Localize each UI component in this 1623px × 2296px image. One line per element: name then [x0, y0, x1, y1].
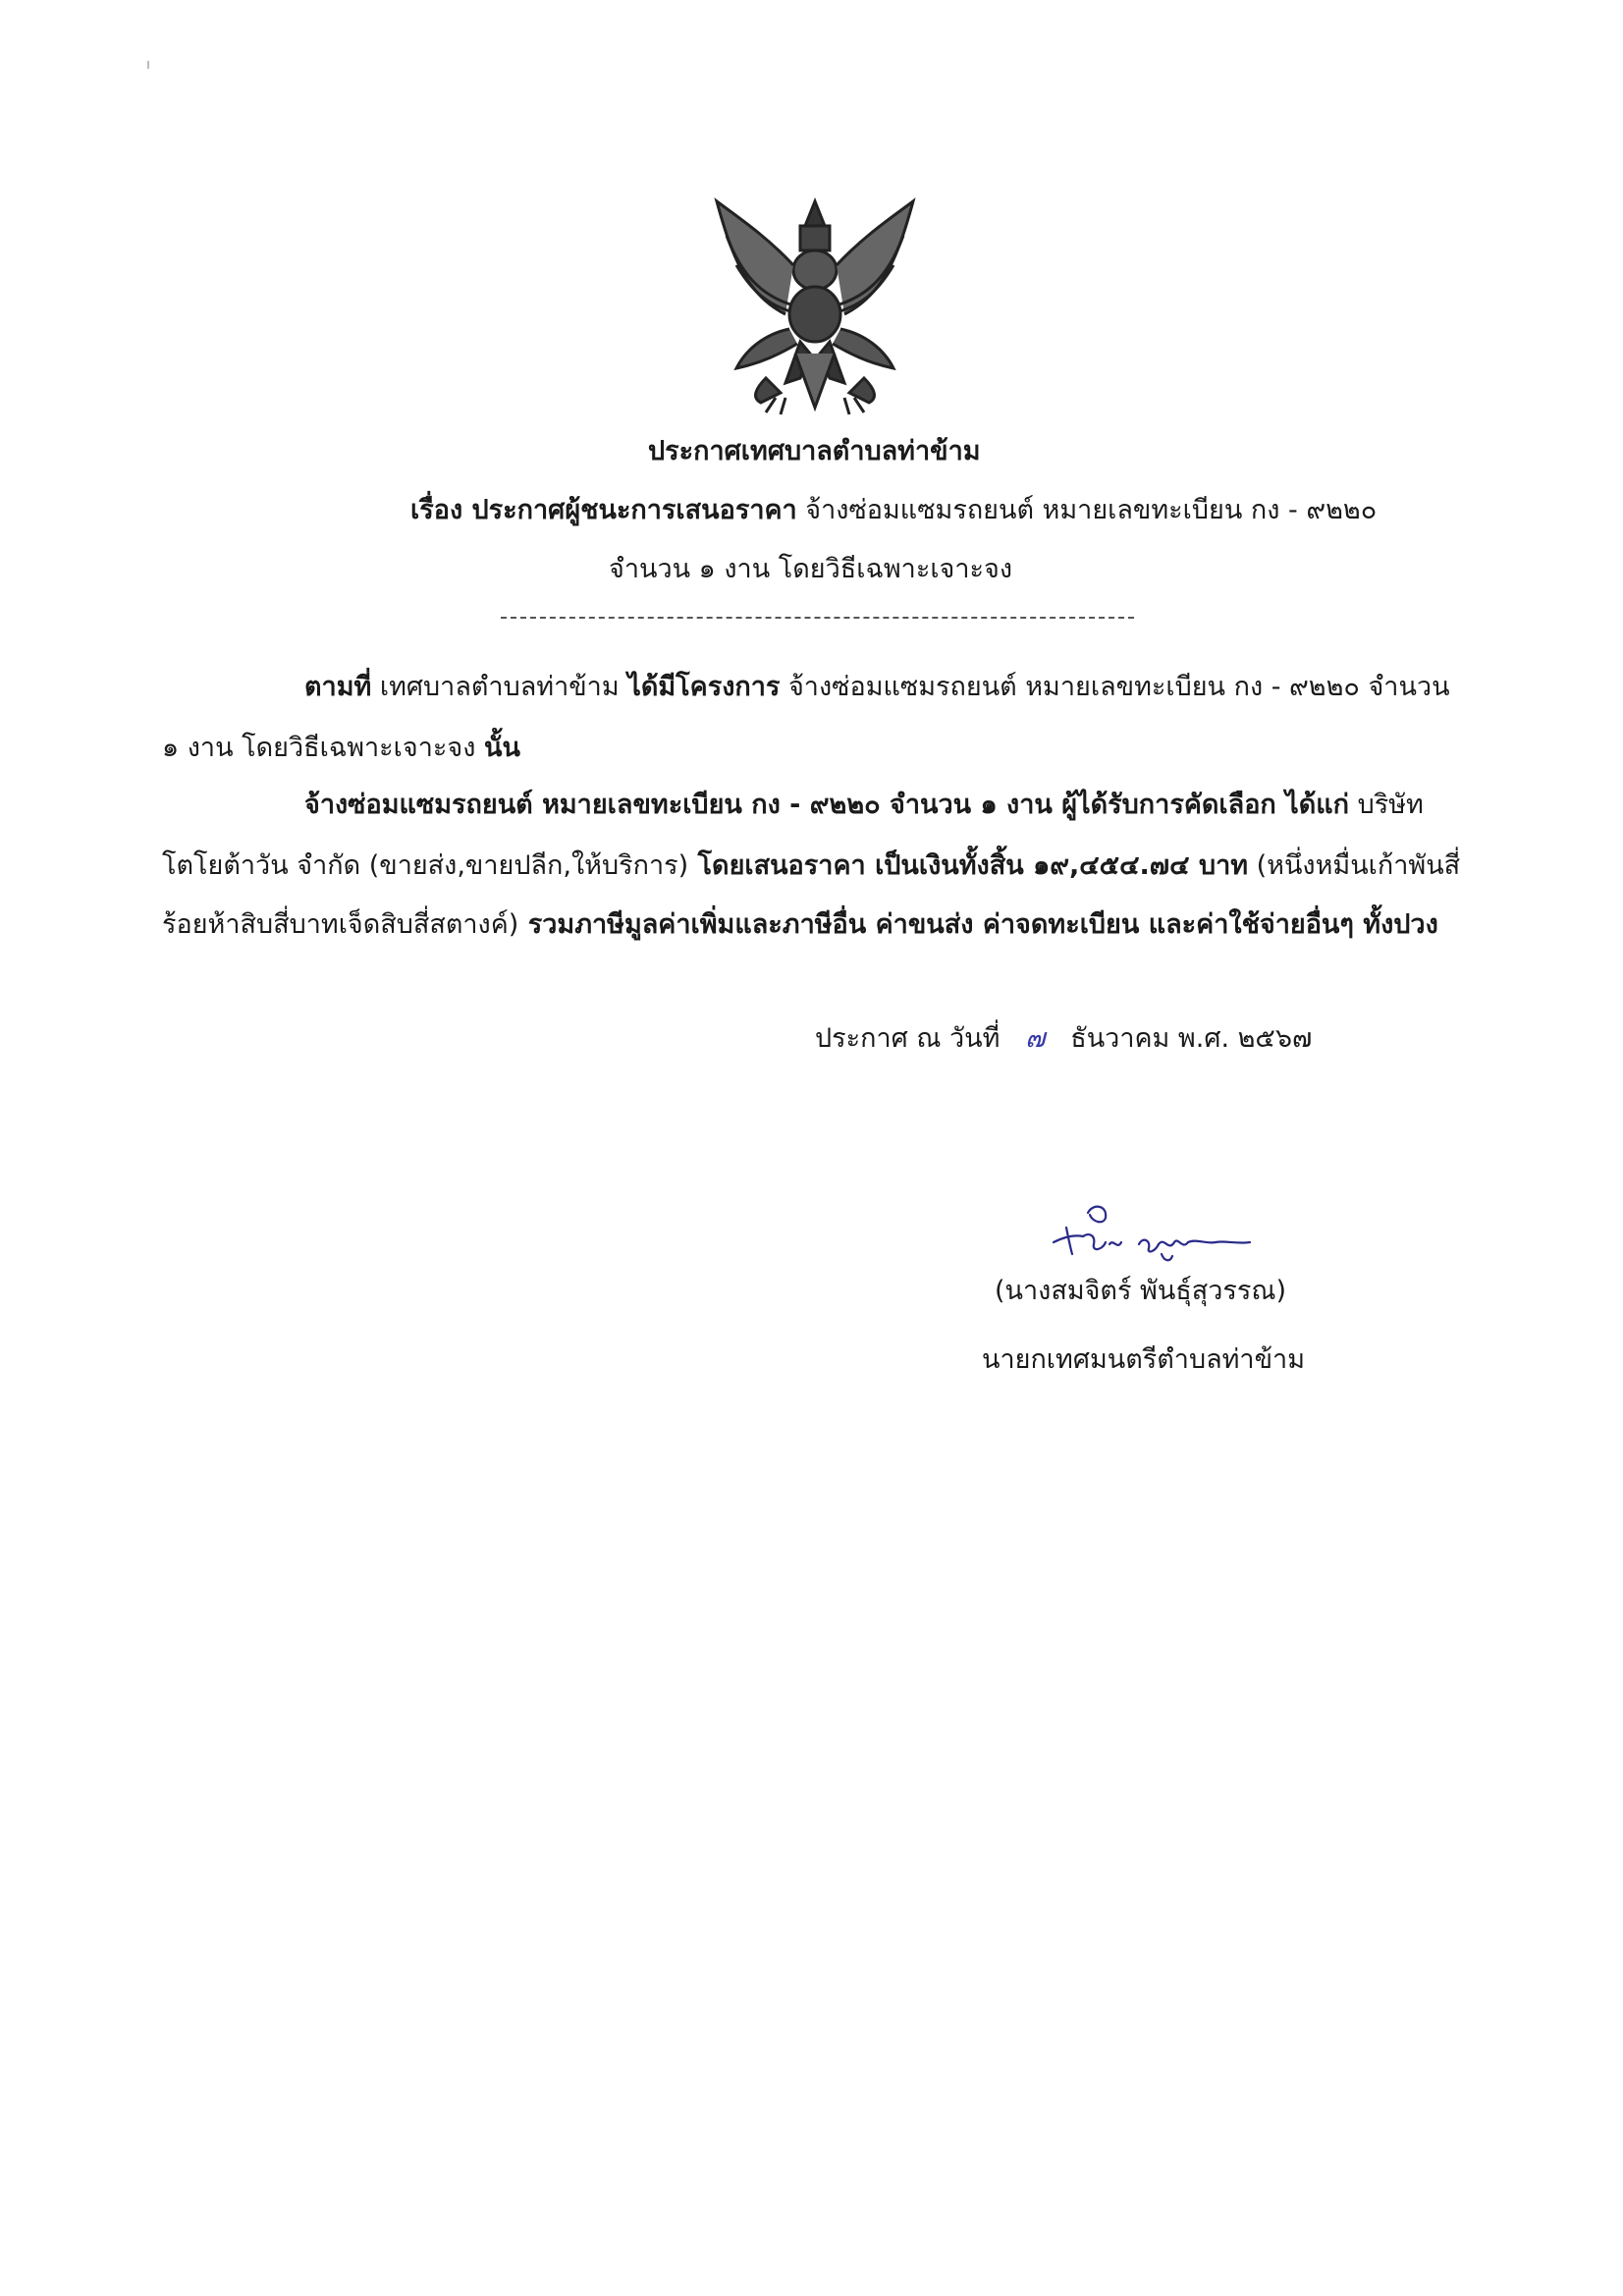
- garuda-emblem-icon: [707, 196, 923, 417]
- subject-label: เรื่อง ประกาศผู้ชนะการเสนอราคา: [410, 495, 797, 525]
- paragraph-2-line-3: [162, 905, 1438, 945]
- scan-mark: [147, 61, 149, 69]
- date-prefix: ประกาศ ณ วันที่: [815, 1023, 1001, 1054]
- handwritten-signature-icon: [1049, 1193, 1265, 1272]
- announcement-date: [815, 1019, 1312, 1059]
- date-month-year: ธันวาคม พ.ศ. ๒๕๖๗: [1070, 1023, 1313, 1054]
- signatory-name: (นางสมจิตร์ พันธุ์สุวรรณ): [995, 1276, 1287, 1306]
- p2-line3-rest: รวมภาษีมูลค่าเพิ่มและภาษีอื่น ค่าขนส่ง ค่าจดทะเบียน และค่าใช้จ่ายอื่นๆ ทั้งปวง: [518, 909, 1438, 940]
- p1-org: เทศบาลตำบลท่าข้าม: [371, 672, 628, 702]
- paragraph-2-line-1: [304, 786, 1424, 825]
- p2-company: บริษัท: [1349, 790, 1424, 820]
- p1-rest: จ้างซ่อมแซมรถยนต์ หมายเลขทะเบียน กง - ๙๒๒๐ จำนวน: [780, 672, 1450, 702]
- p1-line2: ๑ งาน โดยวิธีเฉพาะเจาะจง: [162, 733, 484, 763]
- announcement-subject-line2: จำนวน ๑ งาน โดยวิธีเฉพาะเจาะจง: [609, 554, 1013, 584]
- p1-end: นั้น: [483, 733, 520, 763]
- p2-line2-offer: โดยเสนอราคา เป็นเงินทั้งสิ้น ๑๙,๔๕๔.๗๔ บาท: [688, 850, 1249, 881]
- p2-selected: ผู้ได้รับการคัดเลือก ได้แก่: [1061, 790, 1350, 820]
- signatory-position: นายกเทศมนตรีตำบลท่าข้าม: [982, 1344, 1305, 1375]
- p1-lead: ตามที่: [304, 672, 372, 702]
- paragraph-1-line-1: [304, 668, 1450, 707]
- divider-line: [501, 617, 1134, 619]
- p2-line2-words: (หนึ่งหมื่นเก้าพันสี่: [1248, 850, 1461, 881]
- p2-line2-company: โตโยต้าวัน จำกัด (ขายส่ง,ขายปลีก,ให้บริการ): [162, 850, 689, 881]
- p1-has: ได้มีโครงการ: [627, 672, 781, 702]
- announcement-title: ประกาศเทศบาลตำบลท่าข้าม: [648, 436, 981, 466]
- announcement-subject: [410, 491, 1377, 530]
- paragraph-1-line-2: [162, 729, 520, 768]
- date-day: ๗: [1025, 1023, 1046, 1054]
- p2-project: จ้างซ่อมแซมรถยนต์ หมายเลขทะเบียน กง - ๙๒๒๐ จำนวน ๑ งาน: [304, 790, 1062, 820]
- p2-line3-words: ร้อยห้าสิบสี่บาทเจ็ดสิบสี่สตางค์): [162, 909, 519, 940]
- paragraph-2-line-2: [162, 847, 1460, 886]
- subject-text: จ้างซ่อมแซมรถยนต์ หมายเลขทะเบียน กง - ๙๒๒๐: [796, 495, 1378, 525]
